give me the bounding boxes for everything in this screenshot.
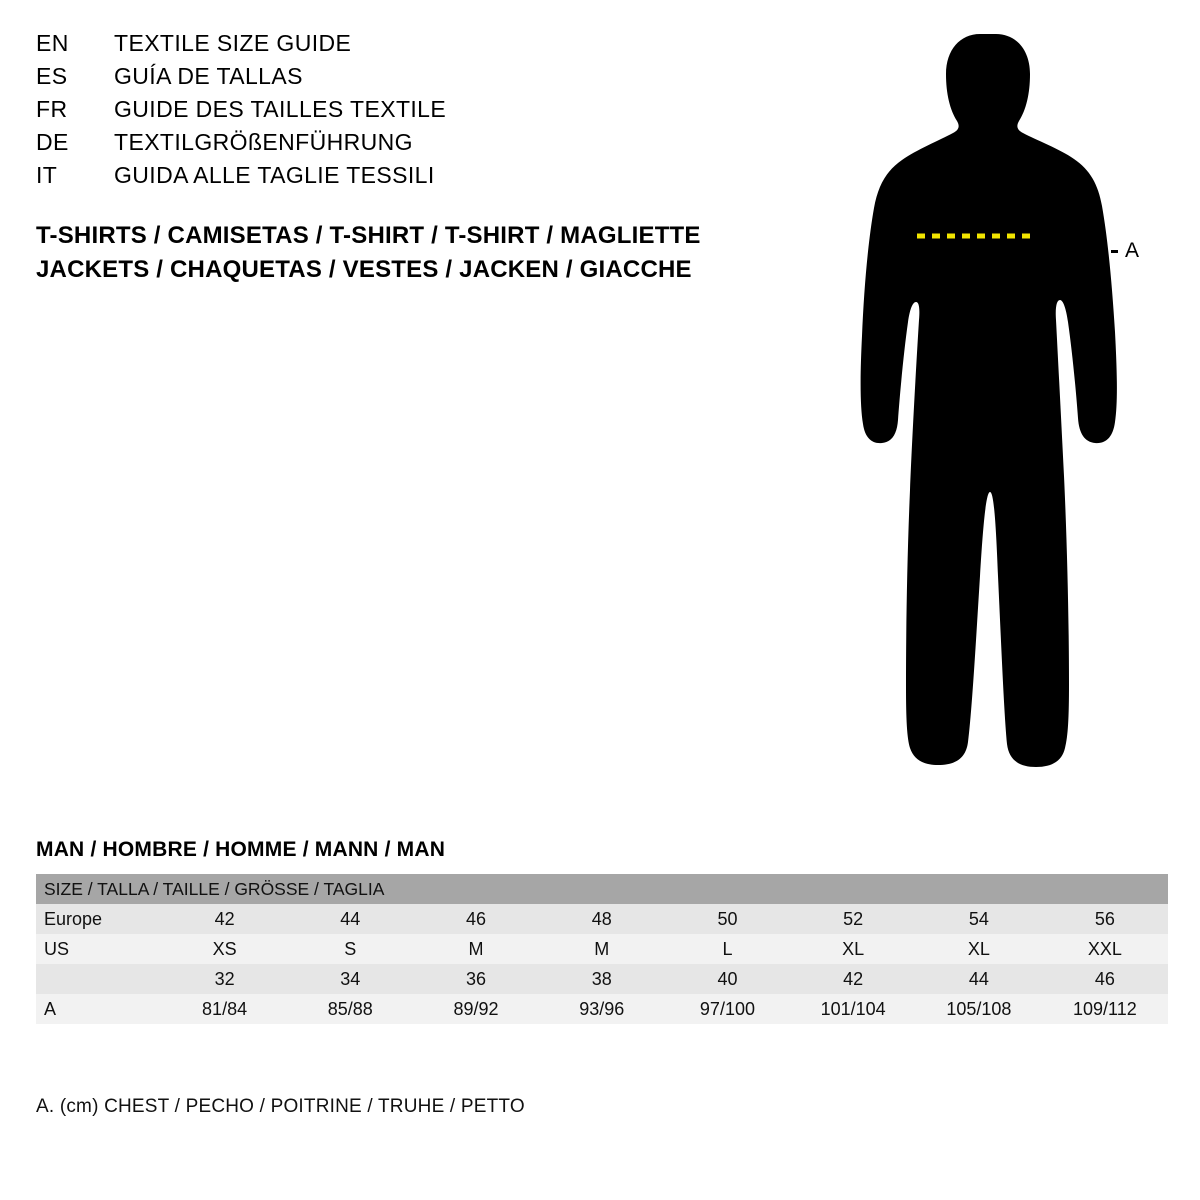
cell: L <box>665 934 791 964</box>
size-table-section <box>36 838 1168 1024</box>
language-row <box>36 96 736 129</box>
language-title: TEXTILE SIZE GUIDE <box>114 30 352 56</box>
language-row <box>36 162 736 195</box>
size-table <box>36 874 1168 1024</box>
cell: 81/84 <box>162 994 288 1024</box>
cell: 48 <box>539 904 665 934</box>
language-code: IT <box>36 162 58 188</box>
man-silhouette-figure <box>820 20 1180 790</box>
language-title: GUIDA ALLE TAGLIE TESSILI <box>114 162 435 188</box>
cell: 46 <box>413 904 539 934</box>
table-header-row <box>36 874 1168 904</box>
cell: M <box>413 934 539 964</box>
cell: 44 <box>916 964 1042 994</box>
cell: 105/108 <box>916 994 1042 1024</box>
cell: XXL <box>1042 934 1168 964</box>
language-title: GUÍA DE TALLAS <box>114 63 303 89</box>
language-code: EN <box>36 30 69 56</box>
measure-label-a: A <box>1125 239 1140 262</box>
cell: 101/104 <box>790 994 916 1024</box>
table-row <box>36 964 1168 994</box>
gender-title: MAN / HOMBRE / HOMME / MANN / MAN <box>36 838 446 861</box>
cell: 32 <box>162 964 288 994</box>
cell: 38 <box>539 964 665 994</box>
row-label: Europe <box>36 904 162 934</box>
cell: 85/88 <box>287 994 413 1024</box>
cell: 56 <box>1042 904 1168 934</box>
row-label: A <box>36 994 162 1024</box>
category-headings <box>36 219 796 287</box>
category-jackets: JACKETS / CHAQUETAS / VESTES / JACKEN / GIACCHE <box>36 256 692 283</box>
category-tshirts: T-SHIRTS / CAMISETAS / T-SHIRT / T-SHIRT / MAGLIETTE <box>36 222 701 249</box>
silhouette-icon <box>820 20 1160 790</box>
cell: 36 <box>413 964 539 994</box>
cell: 46 <box>1042 964 1168 994</box>
language-code: ES <box>36 63 68 89</box>
cell: 89/92 <box>413 994 539 1024</box>
cell: 97/100 <box>665 994 791 1024</box>
language-row <box>36 63 736 96</box>
cell: 52 <box>790 904 916 934</box>
table-row <box>36 994 1168 1024</box>
cell: 44 <box>287 904 413 934</box>
measure-leader-line <box>1085 250 1119 253</box>
cell: 54 <box>916 904 1042 934</box>
row-label: US <box>36 934 162 964</box>
language-row <box>36 129 736 162</box>
language-list <box>36 30 736 195</box>
cell: XS <box>162 934 288 964</box>
table-row <box>36 904 1168 934</box>
cell: 109/112 <box>1042 994 1168 1024</box>
language-title: TEXTILGRÖßENFÜHRUNG <box>114 129 413 155</box>
cell: XL <box>916 934 1042 964</box>
cell: 42 <box>790 964 916 994</box>
cell: 50 <box>665 904 791 934</box>
language-title: GUIDE DES TAILLES TEXTILE <box>114 96 447 122</box>
table-row <box>36 934 1168 964</box>
language-row <box>36 30 736 63</box>
footnote-chest: A. (cm) CHEST / PECHO / POITRINE / TRUHE / PETTO <box>36 1096 525 1117</box>
language-code: DE <box>36 129 69 155</box>
cell: 40 <box>665 964 791 994</box>
cell: 42 <box>162 904 288 934</box>
table-header-label: SIZE / TALLA / TAILLE / GRÖSSE / TAGLIA <box>36 874 1168 904</box>
cell: M <box>539 934 665 964</box>
cell: 93/96 <box>539 994 665 1024</box>
cell: XL <box>790 934 916 964</box>
cell: 34 <box>287 964 413 994</box>
row-label <box>36 964 162 994</box>
language-code: FR <box>36 96 68 122</box>
cell: S <box>287 934 413 964</box>
